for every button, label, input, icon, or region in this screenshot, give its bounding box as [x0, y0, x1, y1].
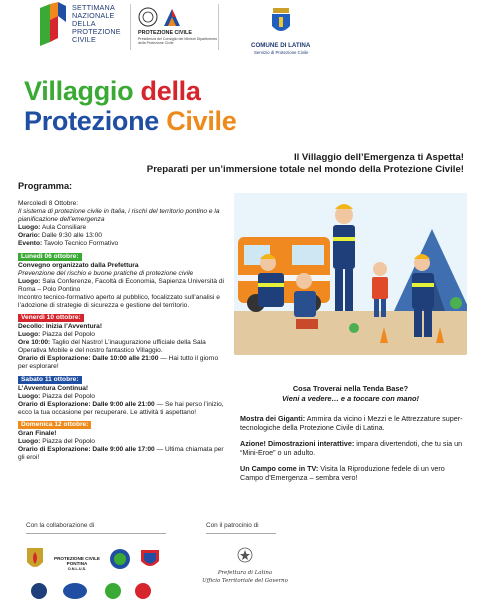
event-title: Gran Finale! [18, 430, 57, 437]
tenda-slogan: Vieni a vedere… e a toccare con mano! [282, 394, 419, 403]
settimana-nazionale-text: SETTIMANA NAZIONALE DELLA PROTEZIONE CIVILE [72, 3, 121, 44]
collaboration-label: Con la collaborazione di [26, 522, 95, 529]
title-word: Protezione [24, 106, 160, 136]
value: Tavolo Tecnico Formativo [43, 240, 119, 247]
title-word: Civile [166, 106, 237, 136]
event-title: Decollo: Inizia l’Avventura! [18, 323, 103, 330]
event-subtitle: Prevenzione del rischio e buone pratiche di protezione civile [18, 269, 194, 277]
label: Orario: [18, 232, 40, 239]
note: — Ultima chiamata per gli eroi! [18, 446, 224, 461]
note: — Hai tutto il giorno per esplorare! [18, 355, 219, 370]
value: Piazza del Popolo [42, 438, 95, 445]
association-logo [62, 582, 88, 600]
value: Piazza del Popolo [42, 331, 95, 338]
tenda-item [240, 439, 465, 457]
label: Luogo: [18, 331, 41, 338]
note: — Se hai perso l’inizio, ecco la tua occasione per recuperare. Le attività ti aspettano! [18, 400, 224, 416]
item-text: impara divertendoti, che tu sia un “Mini-Eroe” o un adulto. [240, 439, 463, 457]
value: Sala Conferenze, Facoltà di Economia, Sapienza Università di Roma – Polo Pontino [18, 277, 224, 293]
main-title [24, 76, 236, 136]
protezione-civile-title: PROTEZIONE CIVILE [138, 30, 192, 36]
label: Orario di Esplorazione: [18, 355, 91, 362]
prefettura-latina-text: Prefettura di Latina Ufficio Territoriale del Governo [202, 570, 288, 584]
title-word: della [140, 76, 201, 106]
item-text: Ammira da vicino i Mezzi e le Attrezzature super-tecnologiche della Protezione Civile di Latina. [240, 414, 463, 432]
subtitle-line-1: Il Villaggio dell’Emergenza ti Aspetta! [293, 152, 464, 163]
patronage-label: Con il patrocinio di [206, 522, 259, 529]
value: Dalle 10:00 alle 21:00 [92, 355, 159, 362]
header [0, 0, 480, 62]
program-day [18, 421, 228, 462]
program-day [18, 376, 228, 417]
program-list [18, 200, 228, 467]
association-logo [134, 582, 152, 600]
repubblica-italiana-emblem [237, 547, 253, 563]
protezione-civile-pontina-logo: PROTEZIONE CIVILE PONTINA O.N.L.U.S. [54, 556, 100, 571]
day-badge: Lunedì 06 ottobre: [18, 253, 82, 261]
label: Ore 10:00: [18, 339, 51, 346]
comune-latina-subtitle: Servizio di Protezione Civile [254, 50, 309, 55]
item-text: Visita la Riproduzione fedele di un vero Campo d’Emergenza – sembra vero! [240, 464, 445, 482]
tenda-item [240, 414, 465, 432]
day-badge: Sabato 11 ottobre: [18, 376, 82, 384]
program-day [18, 314, 228, 371]
value: Taglio del Nastro! L’inaugurazione ufficiale della Sala Operativa Mobile e del nostro fantastico Villaggio. [18, 339, 206, 354]
item-label: Azione! Dimostrazioni interattive: [240, 439, 355, 448]
footer-divider [206, 533, 276, 534]
value: Aula Consiliare [41, 224, 87, 231]
header-divider [130, 4, 131, 50]
label: Orario di Esplorazione: [18, 446, 91, 453]
comune-latina-title: COMUNE DI LATINA [251, 42, 311, 49]
association-logo [109, 548, 131, 570]
program-heading: Programma: [18, 181, 73, 191]
association-shield-logo [140, 549, 160, 571]
label: Luogo: [18, 392, 41, 400]
protezione-civile-emblem [138, 5, 184, 29]
association-logo [30, 582, 48, 600]
comune-latina-crest [270, 8, 292, 36]
event-title: Convegno organizzato dalla Prefettura [18, 261, 139, 269]
label: Luogo: [18, 438, 41, 445]
day-badge: Domenica 12 ottobre: [18, 421, 91, 429]
tenda-items [240, 414, 465, 489]
value: Dalle 9:00 alle 21:00 [92, 400, 155, 408]
title-word: Villaggio [24, 76, 134, 106]
item-label: Mostra dei Giganti: [240, 414, 306, 423]
event-description: Incontro tecnico-formativo aperto al pubblico, focalizzato sull’analisi e l’adozione di strategie di sicurezza e gestione del territorio. [18, 293, 220, 309]
vigili-fuoco-logo [26, 546, 44, 572]
tenda-item [240, 464, 465, 482]
value: Piazza del Popolo [42, 392, 95, 400]
tenda-question: Cosa Troverai nella Tenda Base? [292, 384, 409, 393]
association-logo [104, 582, 122, 600]
value: Dalle 9:30 alle 13:00 [41, 232, 102, 239]
day-date: Mercoledì 8 Ottobre: [18, 200, 79, 207]
label: Luogo: [18, 224, 41, 231]
rescue-scene-illustration [234, 193, 467, 355]
day-badge: Venerdì 10 ottobre: [18, 314, 84, 322]
subtitle-line-2: Preparati per un’immersione totale nel mondo della Protezione Civile! [146, 164, 464, 175]
item-label: Un Campo come in TV: [240, 464, 319, 473]
label: Evento: [18, 240, 43, 247]
label: Luogo: [18, 277, 41, 285]
label: Orario di Esplorazione: [18, 400, 91, 408]
event-title: Il sistema di protezione civile in Italia, i rischi del territorio pontino e la pianificazione dell’emergenza [18, 208, 220, 223]
value: Dalle 9:00 alle 17:00 [92, 446, 155, 453]
header-divider [218, 4, 219, 50]
settimana-nazionale-logo [36, 2, 68, 50]
protezione-civile-subtitle: Presidenza del Consiglio dei Ministri Dipartimento della Protezione Civile [138, 37, 218, 46]
program-day [18, 200, 228, 248]
program-day [18, 253, 228, 310]
event-title: L’Avventura Continua! [18, 384, 89, 392]
footer-divider [26, 533, 166, 534]
